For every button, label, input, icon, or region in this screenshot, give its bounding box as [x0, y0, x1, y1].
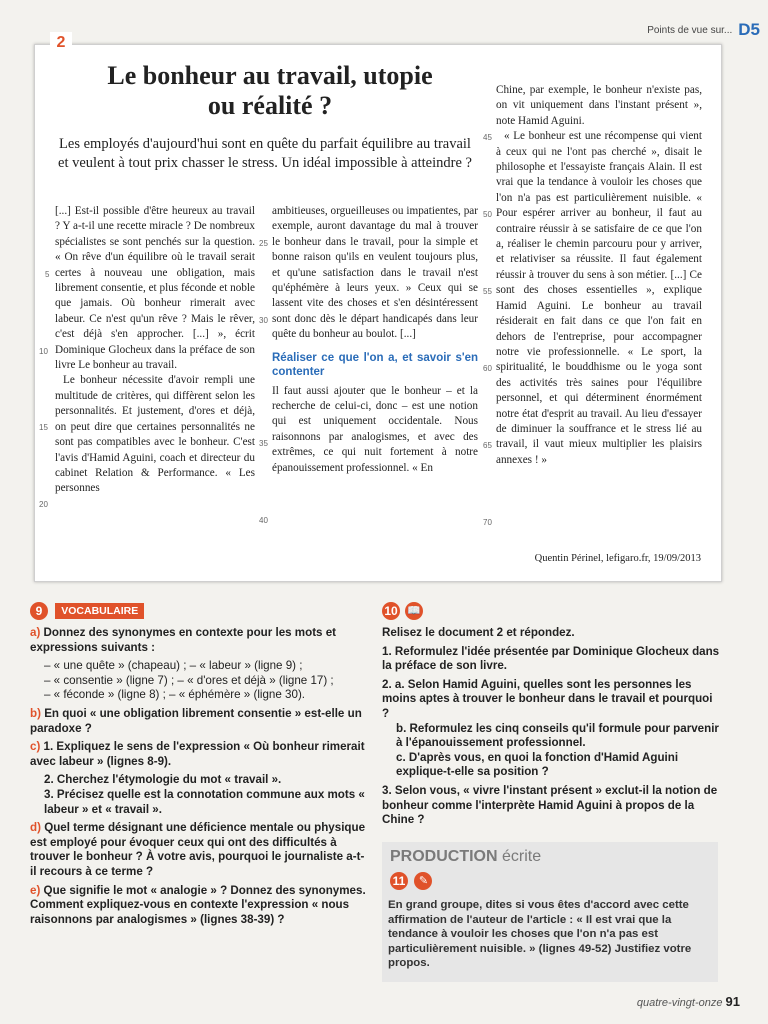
paragraph: « Le bonheur est une récompense qui vient à ceux qui ne l'ont pas cherché », disait le philosophe et l'essayiste français Alain. Il est vrai que la tendance à vouloir les choses que l'on n'a pas est particulièrement nuisible. « Pour espérer arriver au bonheur, il faut au contraire réussir à se satisfaire de ce que l'on a, réaliser le chemin parcouru pour y arriver, et relativiser sa réussite. Il faut également réussir à trouver du sens à son métier. [...] Ce sont des choses essentielles », explique Hamid Aguini. Le bonheur au travail résiderait en fait dans ce que l'on fait en dehors de l'entreprise, pour accompagner notre vie professionnelle. « Le sport, la spiritualité, le bouddhisme ou le yoga sont des activités très saines pour l'équilibre personnel, et qui déterminent énormément notre état d'esprit au travail. Au lieu d'essayer de diminuer la souffrance et le stress lié au travail, il vaut mieux multiplier les plaisirs annexes ! » — [496, 130, 702, 466]
page-number: 91 — [725, 994, 740, 1009]
exercise-comprehension — [382, 602, 722, 832]
paragraph: Chine, par exemple, le bonheur n'existe pas, on vit uniquement dans l'instant présent », note Hamid Aguini. — [496, 84, 702, 127]
line-number: 35 — [259, 439, 268, 448]
article-source: Quentin Périnel, lefigaro.fr, 19/09/2013 — [534, 553, 701, 564]
line-number: 20 — [39, 500, 48, 509]
line-number: 60 — [483, 364, 492, 373]
question-2b: b. Reformulez les cinq conseils qu'il formule pour parvenir à l'épanouissement professionnel. — [396, 721, 719, 750]
line-number: 30 — [259, 316, 268, 325]
paragraph: ambitieuses, orgueilleuses ou impatientes, par exemple, auront davantage du mal à trouver le bonheur dans le travail, pour la simple et bonne raison qu'ils en veulent toujours plus, et qu'une satisfaction dans le travail n'est qu'éphémère à leurs yeux. » Ceux qui se lassent vite des choses et s'en désintéressent sont donc dès le départ handicapés dans leur quête du bonheur au boulot. [...] — [272, 205, 478, 341]
list-item: – « une quête » (chapeau) ; – « labeur » (ligne 9) ; — [44, 659, 303, 673]
question-c3: 3. Précisez quelle est la connotation commune aux mots « labeur » et « travail ». — [44, 787, 365, 816]
paragraph: [...] Est-il possible d'être heureux au travail ? Y a-t-il une recette miracle ? De nombreux spécialistes se sont penchés sur la question. « On rêve d'un équilibre où le travail serait certes à nouveau une obligation, mais librement consentie, et plus féconde et noble que jamais. Où bonheur rimerait avec labeur. Ce n'est qu'un rêve ? Mais le rêver, c'est déjà s'en approcher. [...] », écrit Dominique Glocheux dans la préface de son livre Le bonheur au travail. — [55, 205, 255, 372]
production-box — [382, 842, 718, 982]
section-code: D5 — [738, 20, 760, 39]
article-lead: Les employés d'aujourd'hui sont en quête du parfait équilibre au travail et veulent à tout prix chasser le stress. Un idéal impossible à atteindre ? — [58, 136, 472, 171]
document-number: 2 — [50, 32, 72, 54]
line-number: 10 — [39, 347, 48, 356]
production-text: En grand groupe, dites si vous êtes d'accord avec cette affirmation de l'auteur de l'article : « Il est vrai que la tendance à vouloir les choses que l'on n'a pas est particulièrement nuisible. » (lignes 49-52) Justifiez votre propos. — [388, 899, 692, 970]
book-icon: 📖 — [405, 602, 423, 620]
exercise-vocabulaire — [30, 602, 368, 931]
line-number: 55 — [483, 287, 492, 296]
vocabulaire-tag: VOCABULAIRE — [55, 603, 144, 620]
question-label: b) — [30, 706, 41, 720]
exercise-number: 11 — [390, 872, 408, 890]
pencil-icon: ✎ — [414, 872, 432, 890]
line-number: 40 — [259, 516, 268, 525]
question-label: e) — [30, 883, 41, 897]
article-title: Le bonheur au travail, utopie ou réalité ? — [107, 61, 433, 120]
question-3: 3. Selon vous, « vivre l'instant présent » exclut-il la notion de bonheur comme l'interprète Hamid Aguini à propos de la Chine ? — [382, 783, 718, 827]
line-number: 15 — [39, 423, 48, 432]
question-label: c) — [30, 740, 41, 754]
section-title: Points de vue sur... — [647, 24, 733, 36]
question-c2: 2. Cherchez l'étymologie du mot « travail ». — [44, 773, 282, 787]
line-number: 5 — [45, 270, 50, 279]
question-b: En quoi « une obligation librement consentie » est-elle un paradoxe ? — [30, 706, 362, 735]
article-document — [34, 44, 722, 582]
question-d: Quel terme désignant une déficience mentale ou physique est employé pour évoquer ceux qui ont des difficultés à trouver le bonheur ? À votre avis, pourquoi le journaliste a-t-il recours à ce terme ? — [30, 821, 366, 878]
article-subheading: Réaliser ce que l'on a, et savoir s'en contenter — [272, 351, 478, 378]
list-item: – « féconde » (ligne 8) ; – « éphémère » (ligne 30). — [44, 688, 306, 702]
question-label: d) — [30, 821, 41, 835]
exercise-number: 9 — [30, 602, 48, 620]
production-subtitle: écrite — [502, 848, 542, 865]
page-footer — [637, 994, 740, 1009]
list-item: – « consentie » (ligne 7) ; – « d'ores et déjà » (ligne 17) ; — [44, 673, 334, 687]
question-1: 1. Reformulez l'idée présentée par Dominique Glocheux dans la préface de son livre. — [382, 644, 720, 673]
production-title: PRODUCTION — [390, 848, 498, 865]
line-number: 65 — [483, 441, 492, 450]
line-number: 25 — [259, 239, 268, 248]
paragraph: Le bonheur nécessite d'avoir rempli une multitude de critères, qui diffèrent selon les personnalités. Et justement, d'ores et déjà, on peut dire que certaines personnalités ne sont pas compatibles avec le bonheur. C'est l'avis d'Hamid Aguini, coach et directeur du cabinet Relation & Performance. « Les personnes — [55, 374, 255, 495]
question-c1: 1. Expliquez le sens de l'expression « Où bonheur rimerait avec labeur » (lignes 8-9). — [30, 740, 365, 768]
article-column-2 — [272, 204, 478, 476]
question-2c: c. D'après vous, en quoi la fonction d'Hamid Aguini explique-t-elle sa position ? — [396, 750, 679, 779]
exercise-intro: Relisez le document 2 et répondez. — [382, 626, 575, 639]
exercise-number: 10 — [382, 602, 400, 620]
page-number-words: quatre-vingt-onze — [636, 997, 723, 1009]
question-2a: 2. a. Selon Hamid Aguini, quelles sont les personnes les moins aptes à trouver le bonheur dans le travail et pourquoi ? — [382, 677, 713, 720]
article-column-1 — [55, 204, 255, 497]
paragraph: Il faut aussi ajouter que le bonheur – et la recherche de celui-ci, donc – est une notion qui est uniquement occidentale. Nous raisonnons par analogismes, et avec des extrêmes, ce qui nuit fortement à notre épanouissement professionnel. « En — [272, 384, 478, 474]
line-number: 45 — [483, 133, 492, 142]
question-label: a) — [30, 626, 41, 639]
article-column-3 — [496, 83, 702, 468]
question-e: Que signifie le mot « analogie » ? Donnez des synonymes. Comment expliquez-vous en contexte l'expression « nous raisonnons par analogismes » (lignes 38-39) ? — [30, 883, 366, 926]
question-a: Donnez des synonymes en contexte pour les mots et expressions suivants : — [30, 626, 337, 654]
line-number: 70 — [483, 518, 492, 527]
line-number: 50 — [483, 210, 492, 219]
page-header — [647, 20, 760, 40]
